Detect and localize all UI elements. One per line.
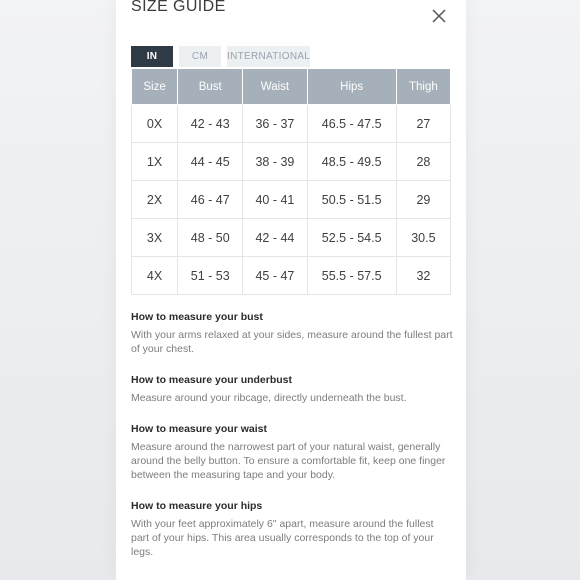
table-row <box>132 143 451 181</box>
bust-instructions <box>131 311 453 356</box>
table-row <box>132 105 451 143</box>
bust-heading: How to measure your bust <box>131 311 263 323</box>
waist-cell: 45 - 47 <box>243 257 307 295</box>
size-cell: 3X <box>132 219 178 257</box>
waist-cell: 36 - 37 <box>243 105 307 143</box>
underbust-heading: How to measure your underbust <box>131 374 293 386</box>
column-header-hips: Hips <box>307 69 396 105</box>
bust-cell: 51 - 53 <box>178 257 243 295</box>
thigh-cell: 29 <box>396 181 450 219</box>
tab-cm[interactable]: CM <box>179 46 221 67</box>
thigh-cell: 32 <box>396 257 450 295</box>
close-icon <box>429 6 449 26</box>
size-cell: 4X <box>132 257 178 295</box>
size-cell: 1X <box>132 143 178 181</box>
tab-international[interactable]: INTERNATIONAL <box>227 46 310 67</box>
size-cell: 0X <box>132 105 178 143</box>
hips-cell: 52.5 - 54.5 <box>307 219 396 257</box>
thigh-cell: 30.5 <box>396 219 450 257</box>
waist-cell: 38 - 39 <box>243 143 307 181</box>
table-header-row <box>132 69 451 105</box>
hips-cell: 46.5 - 47.5 <box>307 105 396 143</box>
column-header-thigh: Thigh <box>396 69 450 105</box>
hips-text: With your feet approximately 6" apart, measure around the fullest part of your hips. This area usually corresponds to the top of your legs. <box>131 518 434 558</box>
bust-cell: 48 - 50 <box>178 219 243 257</box>
hips-heading: How to measure your hips <box>131 500 263 512</box>
hips-cell: 55.5 - 57.5 <box>307 257 396 295</box>
table-row <box>132 219 451 257</box>
size-cell: 2X <box>132 181 178 219</box>
bust-cell: 42 - 43 <box>178 105 243 143</box>
hips-cell: 50.5 - 51.5 <box>307 181 396 219</box>
waist-cell: 40 - 41 <box>243 181 307 219</box>
table-row <box>132 257 451 295</box>
waist-heading: How to measure your waist <box>131 423 267 435</box>
thigh-cell: 28 <box>396 143 450 181</box>
waist-cell: 42 - 44 <box>243 219 307 257</box>
hips-instructions <box>131 500 453 559</box>
column-header-bust: Bust <box>178 69 243 105</box>
bust-cell: 46 - 47 <box>178 181 243 219</box>
table-row <box>132 181 451 219</box>
waist-text: Measure around the narrowest part of your natural waist, generally around the belly button. To ensure a comfortable fit, keep one finger between the measuring tape and your body. <box>131 441 446 481</box>
size-guide-modal <box>116 0 466 580</box>
modal-title: SIZE GUIDE <box>131 0 226 15</box>
column-header-size: Size <box>132 69 178 105</box>
close-button[interactable] <box>429 6 449 26</box>
underbust-instructions <box>131 374 407 405</box>
size-table <box>131 68 451 295</box>
bust-cell: 44 - 45 <box>178 143 243 181</box>
hips-cell: 48.5 - 49.5 <box>307 143 396 181</box>
thigh-cell: 27 <box>396 105 450 143</box>
tab-in[interactable]: IN <box>131 46 173 67</box>
bust-text: With your arms relaxed at your sides, measure around the fullest part of your chest. <box>131 329 453 355</box>
column-header-waist: Waist <box>243 69 307 105</box>
waist-instructions <box>131 423 453 482</box>
underbust-text: Measure around your ribcage, directly underneath the bust. <box>131 392 407 404</box>
page-backdrop-left <box>0 0 116 580</box>
page-backdrop-right <box>464 0 580 580</box>
